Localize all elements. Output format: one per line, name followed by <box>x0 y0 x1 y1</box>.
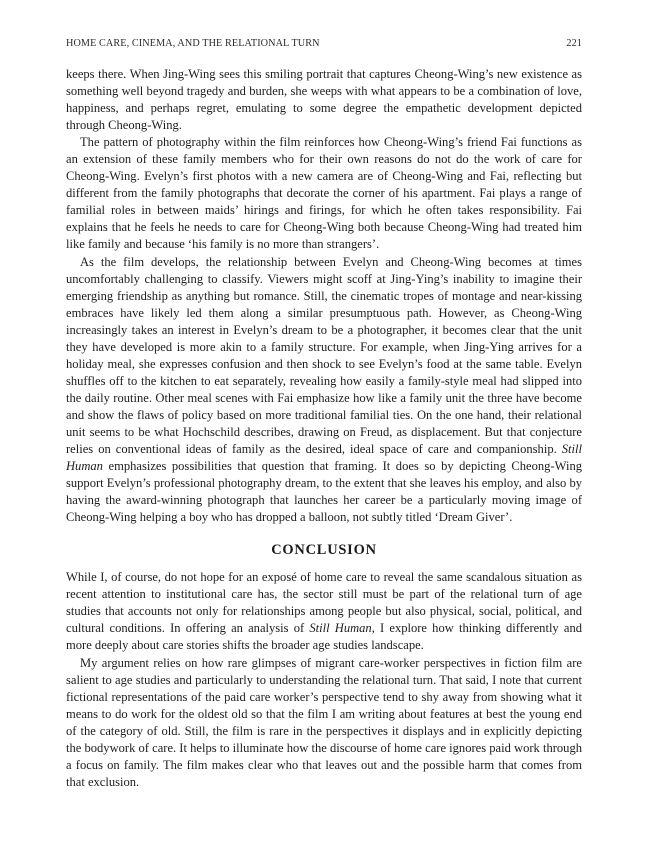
paragraph <box>66 254 582 527</box>
text-segment: The pattern of photography within the film reinforces how Cheong-Wing’s friend Fai functions as an extension of these family members who for their own reasons do not do the work of care for Cheong-Wing. Evelyn’s first photos with a new camera are of Cheong-Wing and Fai, reflecting but different from the family photographs that decorate the corner of his apartment. Fai plays a range of familial roles in between maids’ hirings and firings, for which he often takes responsibility. Fai explains that he feels he needs to care for Cheong-Wing both because Cheong-Wing had treated him like family and because ‘his family is no more than strangers’. <box>66 135 582 252</box>
body-text-before <box>66 66 582 526</box>
page-number: 221 <box>566 38 582 49</box>
paragraph <box>66 655 582 791</box>
paragraph <box>66 66 582 134</box>
text-segment: , I explore how thinking differently and more deeply about care stories shifts the broader age studies landscape. <box>66 621 583 653</box>
running-head <box>66 38 582 49</box>
text-segment: emphasizes possibilities that question that framing. It does so by depicting Cheong-Wing support Evelyn’s professional photography dream, to the extent that she leaves his employ, and also by having the award-winning photograph that launches her career be a particularly moving image of Cheong-Wing helping a boy who has dropped a balloon, not subtly titled ‘Dream Giver’. <box>66 459 582 525</box>
section-heading: CONCLUSION <box>271 542 377 559</box>
text-segment: As the film develops, the relationship between Evelyn and Cheong-Wing becomes at times uncomfortably challenging to classify. Viewers might scoff at Jing-Ying’s inability to imagine their emerging friendship as anything but romance. Still, the cinematic tropes of montage and near-kissing embraces have likely led them along a similar presumptuous path. However, as Cheong-Wing increasingly takes an interest in Evelyn’s dream to be a photographer, it becomes clear that the unit they have developed is more akin to a family structure. For example, when Jing-Ying arrives for a holiday meal, she expresses confusion and then shock to see Evelyn’s food at the same table. Evelyn shuffles off to the kitchen to eat separately, revealing how easily a family-style meal had slipped into the daily routine. Other meal scenes with Fai emphasize how like a family unit the three have become and show the flaws of policy based on more traditional familial ties. On the one hand, their relational unit seems to be what Hochschild describes, drawing on Freud, as displacement. But that conjecture relies on conventional ideas of family as the desired, ideal space of care and companionship. <box>66 254 582 457</box>
body-text-after <box>66 569 582 791</box>
text-segment: keeps there. When Jing-Wing sees this smiling portrait that captures Cheong-Wing’s new existence as something well beyond tragedy and burden, she weeps with what appears to be a combination of love, happiness, and perhaps regret, emulating to some degree the empathetic development depicted through Cheong-Wing. <box>66 67 582 133</box>
paragraph <box>66 134 582 253</box>
running-head-title: HOME CARE, CINEMA, AND THE RELATIONAL TURN <box>66 38 320 49</box>
text-segment: My argument relies on how rare glimpses of migrant care-worker perspectives in fiction film are salient to age studies and particularly to understanding the relational turn. That said, I note that current fictional representations of the paid care worker’s perspective tend to shy away from showing what it means to do work for the oldest old so that the film I am writing about features at best the young end of the category of old. Still, the film is rare in the perspectives it displays and in explicitly depicting the bodywork of care. It helps to illuminate how the discourse of home care ignores paid work through a focus on family. The film makes clear who that leaves out and the possible harm that comes from that exclusion. <box>66 655 582 789</box>
text-segment: While I, of course, do not hope for an exposé of home care to reveal the same scandalous situation as recent attention to institutional care has, the sector still must be part of the relational turn of age studies that accounts not only for relationships among people but also physical, social, political, and cultural conditions. In offering an analysis of <box>66 570 582 636</box>
book-page <box>66 38 582 791</box>
film-title: Still Human <box>309 621 372 636</box>
paragraph <box>66 569 582 654</box>
film-title: Still Human <box>66 442 582 474</box>
